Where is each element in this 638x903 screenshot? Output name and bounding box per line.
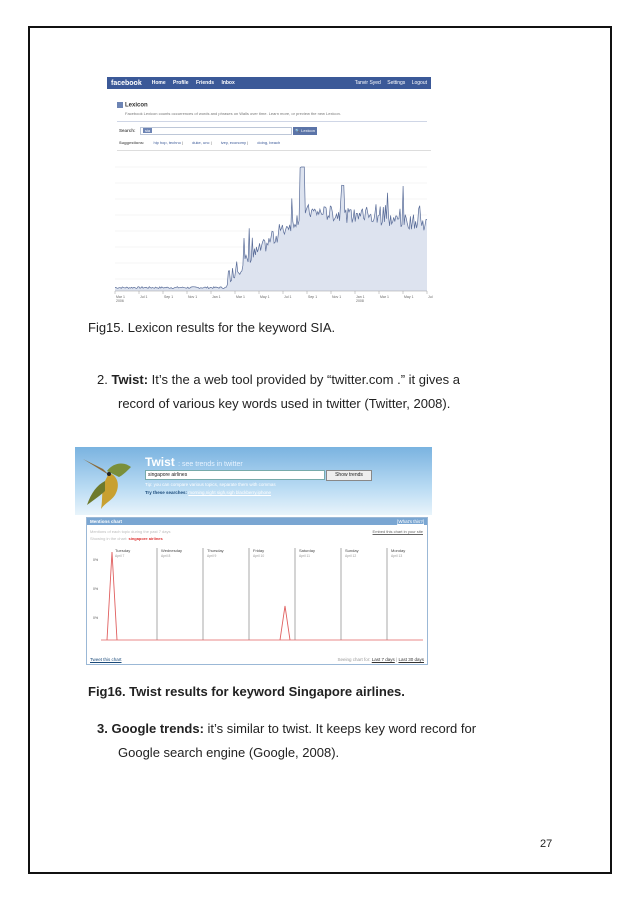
nav-settings[interactable]: Settings bbox=[387, 80, 406, 86]
page-number: 27 bbox=[540, 838, 553, 850]
lexicon-trend-chart bbox=[107, 157, 431, 305]
nav-home[interactable]: Home bbox=[151, 80, 166, 86]
trend-search-input[interactable]: singapore airlines bbox=[145, 470, 325, 480]
y-label: 0% bbox=[93, 616, 99, 620]
date-label: April 11 bbox=[299, 554, 310, 558]
figure-16-caption: Fig16. Twist results for keyword Singapore airlines. bbox=[88, 684, 405, 699]
nav-profile[interactable]: Profile bbox=[173, 80, 189, 86]
hummingbird-icon bbox=[79, 449, 141, 513]
x-tick-label: Mar 1 bbox=[116, 295, 125, 299]
x-tick-label: Jan 1 bbox=[212, 295, 221, 299]
mentions-note: Mentions of each topic during the past 7 days bbox=[90, 529, 171, 534]
chart-top-rule bbox=[117, 150, 431, 151]
mentions-spike bbox=[107, 552, 117, 640]
search-label: Search: bbox=[119, 128, 136, 133]
facebook-nav-bar bbox=[107, 77, 431, 89]
search-value: sia bbox=[145, 128, 151, 133]
x-tick-label: Jul 1 bbox=[284, 295, 292, 299]
x-tick-label: Mar 1 bbox=[236, 295, 245, 299]
range-30-days[interactable]: Last 30 days bbox=[398, 657, 424, 662]
search-input[interactable] bbox=[140, 127, 292, 135]
suggestion-link[interactable]: ivey, economy bbox=[220, 140, 246, 145]
x-tick-label: Sep 1 bbox=[164, 295, 174, 299]
date-label: April 7 bbox=[115, 554, 125, 558]
nav-inbox[interactable]: Inbox bbox=[221, 80, 235, 86]
date-label: April 9 bbox=[207, 554, 217, 558]
suggestion-link[interactable]: duke, unc bbox=[192, 140, 210, 145]
day-label: Monday bbox=[391, 548, 406, 553]
lexicon-search-button[interactable]: 🔍 Lexicon bbox=[293, 127, 317, 135]
day-label: Wednesday bbox=[161, 548, 183, 553]
x-tick-label: Sep 1 bbox=[308, 295, 318, 299]
paragraph-twist: 2. Twist: It’s the a web tool provided by “twitter.com .” it gives a record of various key words used in twitter (Twitter, 2008). bbox=[97, 372, 460, 411]
lexicon-description: Facebook Lexicon counts occurrences of words and phrases on Walls over time. Learn more, or preview the new Lexicon. bbox=[125, 111, 341, 116]
facebook-logo[interactable]: facebook bbox=[111, 79, 142, 87]
whats-this-link[interactable]: [What's this?] bbox=[397, 519, 424, 524]
trend-area bbox=[115, 167, 427, 291]
day-label: Thursday bbox=[207, 548, 224, 553]
x-tick-label: May 1 bbox=[404, 295, 414, 299]
date-label: April 8 bbox=[161, 554, 171, 558]
showing-in-chart: Showing in the chart: singapore airlines bbox=[90, 536, 163, 541]
lexicon-icon bbox=[117, 102, 123, 108]
tweet-chart-link[interactable]: Tweet this chart bbox=[90, 657, 122, 662]
try-search-links[interactable]: morning,night sigh,sigh blackberry,iphone bbox=[188, 490, 272, 495]
try-searches: Try these searches: morning,night sigh,sigh blackberry,iphone bbox=[145, 490, 272, 495]
range-selector: Seeing chart for: Last 7 days | Last 30 days bbox=[337, 657, 424, 662]
day-label: Saturday bbox=[299, 548, 316, 553]
x-tick-label: 2006 bbox=[116, 299, 124, 303]
embed-chart-link[interactable]: Embed this chart in your site bbox=[372, 529, 423, 534]
x-tick-label: Nov 1 bbox=[332, 295, 342, 299]
x-tick-label: 2008 bbox=[356, 299, 364, 303]
y-label: 0% bbox=[93, 587, 99, 591]
x-tick-label: Mar 1 bbox=[380, 295, 389, 299]
day-label: Sunday bbox=[345, 548, 359, 553]
figure-15-caption: Fig15. Lexicon results for the keyword SIA. bbox=[88, 320, 336, 335]
mentions-chart bbox=[87, 544, 427, 648]
x-tick-label: May 1 bbox=[260, 295, 270, 299]
panel-header: Mentions chart [What's this?] bbox=[87, 518, 427, 525]
x-tick-label: Nov 1 bbox=[188, 295, 198, 299]
twist-title: Twist : see trends in twitter bbox=[145, 455, 243, 469]
x-tick-label: Jan 1 bbox=[356, 295, 365, 299]
suggestion-link[interactable]: hip hop, techno bbox=[153, 140, 181, 145]
date-label: April 12 bbox=[345, 554, 357, 558]
show-trends-button[interactable]: Show trends bbox=[326, 470, 372, 481]
range-7-days[interactable]: Last 7 days bbox=[371, 657, 395, 662]
day-label: Friday bbox=[253, 548, 265, 553]
mentions-chart-panel bbox=[86, 517, 428, 665]
paragraph-google-trends: 3. Google trends: it’s similar to twist. It keeps key word record for Google search engine (Google, 2008). bbox=[97, 721, 477, 760]
nav-account[interactable]: Tanvir Syed bbox=[354, 80, 381, 86]
suggestions: Suggestions: hip hop, techno | duke, unc | ivey, economy | doing, beach bbox=[119, 140, 281, 145]
x-tick-label: Jul 1 bbox=[140, 295, 148, 299]
date-label: April 13 bbox=[391, 554, 403, 558]
nav-logout[interactable]: Logout bbox=[411, 80, 427, 86]
nav-friends[interactable]: Friends bbox=[195, 80, 215, 86]
twist-screenshot bbox=[75, 447, 432, 667]
divider bbox=[117, 121, 427, 122]
lexicon-screenshot bbox=[107, 77, 431, 305]
suggestion-link[interactable]: doing, beach bbox=[257, 140, 281, 145]
lexicon-title: Lexicon bbox=[117, 102, 148, 109]
x-tick-label: Jul bbox=[428, 295, 433, 299]
day-label: Tuesday bbox=[115, 548, 131, 553]
tip-text: Tip: you can compare various topics, separate them with commas bbox=[145, 482, 276, 487]
date-label: April 10 bbox=[253, 554, 265, 558]
mentions-spike bbox=[280, 606, 290, 640]
y-label: 0% bbox=[93, 558, 99, 562]
